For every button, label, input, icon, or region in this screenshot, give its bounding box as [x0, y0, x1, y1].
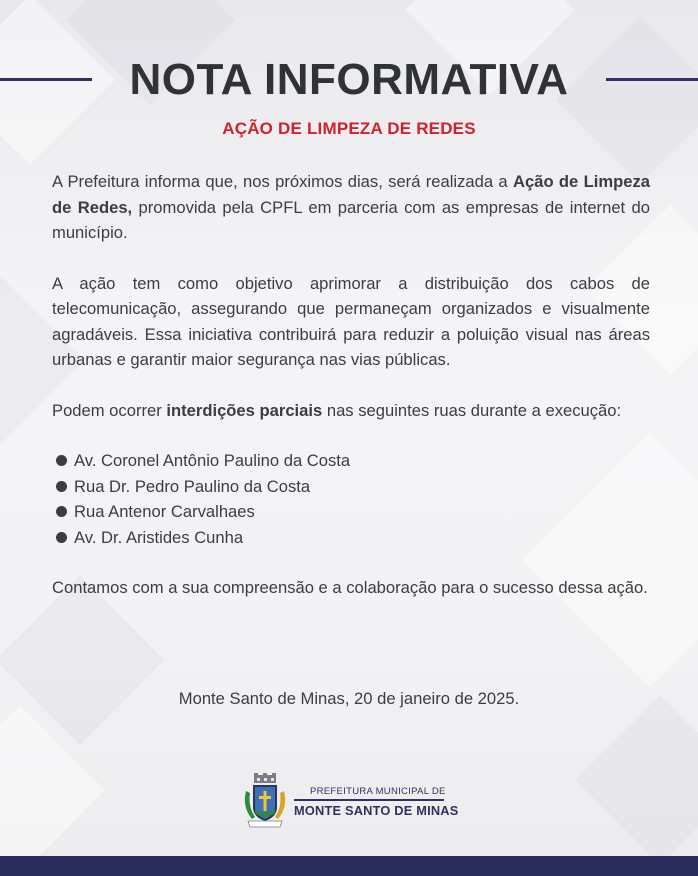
page-title: NOTA INFORMATIVA: [129, 55, 569, 104]
list-item: Rua Dr. Pedro Paulino da Costa: [52, 474, 650, 500]
streets-list: [52, 448, 650, 550]
list-item: Rua Antenor Carvalhaes: [52, 499, 650, 525]
logo-line-1: PREFEITURA MUNICIPAL DE: [310, 786, 446, 797]
paragraph-intro: A Prefeitura informa que, nos próximos dias, será realizada a Ação de Limpeza de Redes, promovida pela CPFL em parceria com as empresas de internet do município.: [52, 172, 650, 242]
bold-interdictions: interdições parciais: [166, 400, 323, 420]
paragraph-thanks: Contamos com a sua compreensão e a colaboração para o sucesso dessa ação.: [52, 578, 648, 597]
paragraph-objective: A ação tem como objetivo aprimorar a distribuição dos cabos de telecomunicação, assegurando que permaneçam organizados e visualmente agradáveis. Essa iniciativa contribuirá para reduzir a poluição visual nas áreas urbanas e garantir maior segurança nas vias públicas.: [52, 273, 650, 369]
logo-text: [294, 786, 458, 818]
prefeitura-logo: [240, 773, 470, 833]
logo-divider: [294, 799, 444, 801]
bullet-icon: [56, 481, 67, 492]
bold-action-name: Ação de Limpeza de Redes,: [52, 172, 650, 217]
logo-line-2: MONTE SANTO DE MINAS: [294, 802, 459, 818]
paragraph-interdictions: Podem ocorrer interdições parciais nas seguintes ruas durante a execução:: [52, 400, 622, 420]
coat-of-arms-icon: [240, 773, 290, 831]
list-item: Av. Coronel Antônio Paulino da Costa: [52, 448, 650, 474]
bullet-icon: [56, 455, 67, 466]
notice-body: [52, 169, 650, 601]
page-subtitle: AÇÃO DE LIMPEZA DE REDES: [222, 119, 476, 138]
bullet-icon: [56, 506, 67, 517]
footer-bar: [0, 856, 698, 876]
date-line: Monte Santo de Minas, 20 de janeiro de 2025.: [178, 689, 520, 708]
list-item: Av. Dr. Aristides Cunha: [52, 525, 650, 551]
bullet-icon: [56, 532, 67, 543]
